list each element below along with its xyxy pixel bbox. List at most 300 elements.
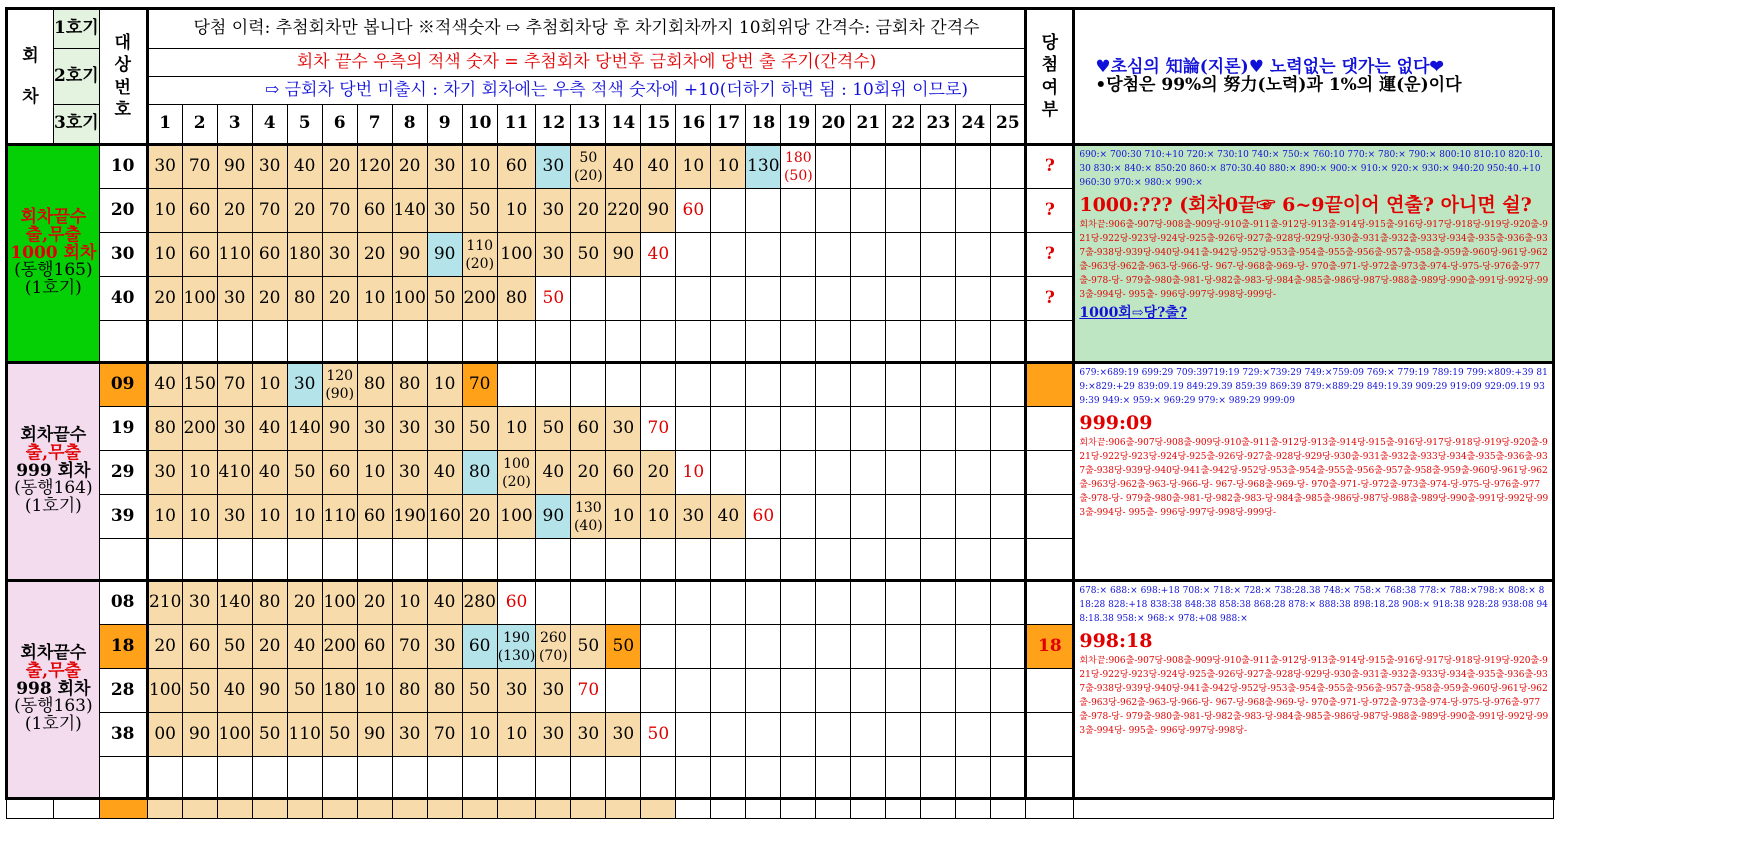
interval-value: 50 <box>433 287 456 308</box>
interval-cell <box>956 539 991 581</box>
interval-cell <box>606 713 641 757</box>
interval-cell <box>287 713 322 757</box>
interval-cell <box>711 757 746 799</box>
interval-value: 30 <box>505 679 528 700</box>
interval-cell <box>536 757 571 799</box>
interval-value: 100 <box>218 723 251 744</box>
interval-value: 200 <box>183 417 216 438</box>
interval-cell <box>147 451 182 495</box>
interval-cell <box>781 625 816 669</box>
interval-value: 50 <box>468 417 491 438</box>
interval-value: 70 <box>188 156 211 177</box>
target-number <box>99 757 147 799</box>
next-block-cell <box>921 799 956 819</box>
target-number: 38 <box>99 713 147 757</box>
interval-cell <box>182 277 217 321</box>
interval-cell <box>781 713 816 757</box>
interval-value: 200 <box>463 287 496 308</box>
interval-cell <box>252 495 287 539</box>
interval-cell <box>287 757 322 799</box>
column-header-11: 11 <box>497 105 536 145</box>
interval-cell <box>676 407 711 451</box>
interval-value: 100 <box>500 505 533 526</box>
interval-cell <box>606 669 641 713</box>
round-notes-2 <box>1074 581 1554 799</box>
interval-value: 20 <box>398 156 421 177</box>
interval-value: 10 <box>363 287 386 308</box>
interval-cell <box>147 495 182 539</box>
interval-cell <box>746 145 781 189</box>
interval-cell <box>781 669 816 713</box>
interval-cell <box>606 625 641 669</box>
column-header-15: 15 <box>641 105 676 145</box>
interval-cell <box>991 451 1026 495</box>
interval-value: 30 <box>542 156 565 177</box>
column-header-5: 5 <box>287 105 322 145</box>
motto-line-2: •당첨은 99%의 努力(노력)과 1%의 運(운)이다 <box>1095 74 1462 95</box>
interval-value: 10 <box>682 156 705 177</box>
interval-value: 10 <box>433 374 456 395</box>
interval-cell <box>571 495 606 539</box>
win-status-cell <box>1026 495 1074 539</box>
interval-cell <box>252 363 287 407</box>
interval-cell <box>816 145 851 189</box>
interval-cell <box>182 625 217 669</box>
interval-cell <box>287 451 322 495</box>
interval-cell <box>357 713 392 757</box>
lotto-analysis-table <box>5 7 1555 819</box>
win-status-cell: ? <box>1026 189 1074 233</box>
interval-cell <box>217 233 252 277</box>
interval-cell <box>462 539 497 581</box>
interval-value: 60 <box>468 635 491 656</box>
interval-cell <box>816 539 851 581</box>
interval-cell <box>462 363 497 407</box>
next-block-cell <box>54 799 100 819</box>
interval-cell <box>536 363 571 407</box>
interval-cell <box>571 625 606 669</box>
interval-cell <box>676 321 711 363</box>
ho-2-label: 2호기 <box>54 49 100 105</box>
interval-value: 10 <box>258 505 281 526</box>
interval-cell <box>536 189 571 233</box>
interval-cell <box>392 363 427 407</box>
interval-cell <box>606 581 641 625</box>
interval-cell <box>676 277 711 321</box>
interval-value: 20 <box>223 199 246 220</box>
interval-value: 30 <box>612 723 635 744</box>
interval-cell <box>886 189 921 233</box>
interval-cell <box>536 495 571 539</box>
column-header-14: 14 <box>606 105 641 145</box>
interval-value: 60 <box>612 461 635 482</box>
interval-cell <box>991 713 1026 757</box>
interval-value: 60 <box>363 505 386 526</box>
interval-cell <box>711 145 746 189</box>
interval-cell <box>816 363 851 407</box>
interval-cell <box>746 277 781 321</box>
interval-cell <box>462 581 497 625</box>
interval-cell <box>427 669 462 713</box>
target-number: 30 <box>99 233 147 277</box>
interval-cell <box>497 277 536 321</box>
interval-cell <box>497 757 536 799</box>
interval-cell <box>781 539 816 581</box>
target-number: 40 <box>99 277 147 321</box>
interval-cell <box>921 669 956 713</box>
interval-cell <box>711 669 746 713</box>
interval-cell <box>287 189 322 233</box>
interval-cell <box>462 451 497 495</box>
interval-value: 100 (20) <box>502 455 531 490</box>
interval-value: 70 <box>433 723 456 744</box>
next-block-cell <box>252 799 287 819</box>
interval-cell <box>991 495 1026 539</box>
interval-value: 190 (130) <box>497 629 536 664</box>
interval-cell <box>322 713 357 757</box>
interval-value: 260 (70) <box>538 629 568 664</box>
draw-sequence: 회차끝:906출-907당-908출-909당-910출-911출-912당-913출-914당-915출-916당-917당-918당-919당-920출-921당-922당-923당-924당-925출-926당-927출-928당-929당-930출-931출-932출-933당-934출-935출-936출-937출-938당-939당-940당-941출-942당-952당-953출-954출-955출-956출-957출-958출-959출-960당-961당-962출-963당-962출-963-당-966-당- 967-당-968출-969-당- 970출-971-당-972출-973출-974-당-975-당-976출-977출-978-당- 979출-980출-981-당-982출-983-당-984출-985출-986당-987당-988출-989당-990출-991당-992당-993출-994당- 995출- 996당-997당-998당-999당- <box>1079 220 1549 300</box>
interval-cell <box>462 669 497 713</box>
next-block-cell <box>462 799 497 819</box>
interval-cell <box>427 233 462 277</box>
interval-cell <box>641 277 676 321</box>
interval-value: 90 <box>542 505 565 526</box>
interval-value: 210 <box>148 592 182 613</box>
next-block-cell <box>746 799 781 819</box>
interval-value: 90 <box>398 243 421 264</box>
target-number: 28 <box>99 669 147 713</box>
interval-value: 60 <box>505 156 528 177</box>
interval-cell <box>462 713 497 757</box>
interval-value: 60 <box>752 505 775 526</box>
interval-cell <box>676 757 711 799</box>
interval-cell <box>956 189 991 233</box>
interval-value: 30 <box>363 417 386 438</box>
interval-cell <box>991 757 1026 799</box>
interval-cell <box>392 757 427 799</box>
interval-value: 280 <box>463 592 496 613</box>
column-header-8: 8 <box>392 105 427 145</box>
interval-value: 20 <box>258 635 281 656</box>
interval-value: 60 <box>363 199 386 220</box>
next-block-cell <box>851 799 886 819</box>
interval-cell <box>886 713 921 757</box>
interval-value: 30 <box>328 243 351 264</box>
interval-cell <box>921 757 956 799</box>
interval-value: 30 <box>154 461 176 482</box>
interval-cell <box>781 581 816 625</box>
interval-cell <box>956 581 991 625</box>
interval-cell <box>322 321 357 363</box>
interval-cell <box>606 757 641 799</box>
interval-value: 50 <box>293 679 316 700</box>
interval-value: 30 <box>223 505 246 526</box>
interval-cell <box>711 495 746 539</box>
round-notes-0 <box>1074 145 1554 363</box>
interval-cell <box>921 625 956 669</box>
interval-cell <box>991 669 1026 713</box>
interval-cell <box>536 713 571 757</box>
interval-cell <box>571 757 606 799</box>
interval-value: 40 <box>293 156 316 177</box>
interval-cell <box>886 277 921 321</box>
interval-cell <box>322 189 357 233</box>
interval-cell <box>956 757 991 799</box>
next-block-cell <box>497 799 536 819</box>
interval-cell <box>886 451 921 495</box>
win-status-cell: 18 <box>1026 625 1074 669</box>
round-title-line: 회차끝수 <box>20 642 87 663</box>
interval-value: 80 <box>154 417 176 438</box>
interval-cell <box>392 669 427 713</box>
interval-value: 30 <box>293 374 316 395</box>
interval-value: 60 <box>258 243 281 264</box>
interval-cell <box>392 713 427 757</box>
interval-cell <box>536 321 571 363</box>
interval-cell <box>217 581 252 625</box>
interval-value: 20 <box>577 199 600 220</box>
interval-value: 180 (50) <box>783 150 813 184</box>
column-header-2: 2 <box>182 105 217 145</box>
interval-value: 30 <box>577 723 600 744</box>
interval-value: 180 <box>288 243 321 264</box>
next-block-cell <box>1026 799 1074 819</box>
round-title-line: 회차끝수 <box>20 206 87 227</box>
interval-value: 10 <box>363 679 386 700</box>
interval-cell <box>252 757 287 799</box>
interval-value: 50 <box>293 461 316 482</box>
interval-cell <box>392 321 427 363</box>
interval-value: 200 <box>323 635 356 656</box>
interval-cell <box>781 495 816 539</box>
interval-value: 70 <box>258 199 281 220</box>
interval-cell <box>851 451 886 495</box>
win-status-cell <box>1026 321 1074 363</box>
interval-cell <box>392 539 427 581</box>
interval-cell <box>497 363 536 407</box>
column-header-10: 10 <box>462 105 497 145</box>
interval-cell <box>536 407 571 451</box>
interval-cell <box>252 669 287 713</box>
interval-cell <box>711 363 746 407</box>
interval-cell <box>427 451 462 495</box>
next-block-cell <box>427 799 462 819</box>
interval-cell <box>676 625 711 669</box>
interval-cell <box>497 145 536 189</box>
interval-cell <box>217 757 252 799</box>
next-block-cell <box>536 799 571 819</box>
interval-value: 100 <box>148 679 182 700</box>
interval-cell <box>991 625 1026 669</box>
interval-value: 220 <box>607 199 640 220</box>
interval-cell <box>851 757 886 799</box>
interval-cell <box>182 451 217 495</box>
miss-note: ⇨ 금회차 당번 미출시 : 차기 회차에는 우측 적색 숫자에 +10(더하기 하면 됨 : 10회위 이므로) <box>264 79 969 100</box>
interval-value: 40 <box>542 461 565 482</box>
next-block-cell <box>571 799 606 819</box>
next-block-cell <box>217 799 252 819</box>
interval-value: 30 <box>433 417 456 438</box>
interval-cell <box>781 451 816 495</box>
next-block-cell <box>357 799 392 819</box>
interval-cell <box>641 669 676 713</box>
interval-value: 10 <box>154 505 176 526</box>
interval-value: 90 <box>433 243 456 264</box>
history-line: 679:×689:19 699:29 709:39719:19 729:×739:29 749:×759:09 769:× 779:19 789:19 799:×809:+39 819:×829:+29 839:09.19 849:29.39 859:39 869:39 879:×889:29 849:19.39 909:29 919:09 929:09.19 939:39 949:× 959:× 969:29 979:× 989:29 999:09 <box>1079 368 1548 406</box>
interval-value: 20 <box>363 243 386 264</box>
interval-cell <box>252 321 287 363</box>
interval-value: 20 <box>577 461 600 482</box>
interval-cell <box>991 145 1026 189</box>
interval-cell <box>571 713 606 757</box>
interval-value: 10 <box>363 461 386 482</box>
interval-cell <box>956 495 991 539</box>
interval-cell <box>427 757 462 799</box>
interval-cell <box>711 233 746 277</box>
next-block-cell <box>606 799 641 819</box>
interval-cell <box>781 321 816 363</box>
column-header-12: 12 <box>536 105 571 145</box>
interval-cell <box>147 189 182 233</box>
interval-cell <box>497 669 536 713</box>
interval-cell <box>147 233 182 277</box>
interval-cell <box>851 321 886 363</box>
win-status-cell <box>1026 407 1074 451</box>
interval-cell <box>147 757 182 799</box>
interval-cell <box>427 189 462 233</box>
interval-cell <box>252 277 287 321</box>
interval-value: 40 <box>612 156 635 177</box>
interval-value: 50 <box>542 417 565 438</box>
interval-value: 80 <box>293 287 316 308</box>
column-header-18: 18 <box>746 105 781 145</box>
round-title-line: 출,무출 <box>25 442 81 463</box>
interval-value: 10 <box>505 199 528 220</box>
interval-cell <box>606 407 641 451</box>
interval-cell <box>676 451 711 495</box>
target-number: 18 <box>99 625 147 669</box>
target-number: 19 <box>99 407 147 451</box>
interval-cell <box>287 363 322 407</box>
interval-cell <box>676 363 711 407</box>
interval-value: 10 <box>468 156 491 177</box>
interval-cell <box>851 363 886 407</box>
interval-cell <box>886 145 921 189</box>
interval-cell <box>571 539 606 581</box>
target-number: 08 <box>99 581 147 625</box>
interval-value: 50 <box>612 635 635 656</box>
round-title-line: 회차끝수 <box>20 424 87 445</box>
interval-value: 50 <box>468 679 491 700</box>
interval-value: 80 <box>398 374 421 395</box>
interval-cell <box>711 277 746 321</box>
history-line: 678:× 688:× 698:+18 708:× 718:× 728:× 738:28.38 748:× 758:× 768:38 778:× 788:×798:× 808:× 818:28 828:+18 838:38 848:38 858:38 868:28 878:× 888:38 898:18.28 908:× 918:38 928:28 938:08 948:18.38 958:× 968:× 978:+08 988:× <box>1079 586 1548 624</box>
interval-cell <box>921 363 956 407</box>
interval-cell <box>287 581 322 625</box>
header-line-3 <box>147 77 1026 105</box>
interval-value: 70 <box>398 635 421 656</box>
interval-cell <box>252 539 287 581</box>
interval-cell <box>991 363 1026 407</box>
interval-cell <box>851 539 886 581</box>
next-block-cell <box>392 799 427 819</box>
column-header-4: 4 <box>252 105 287 145</box>
interval-cell <box>816 189 851 233</box>
interval-value: 50 <box>328 723 351 744</box>
interval-cell <box>392 145 427 189</box>
motto-line-1: ♥초심의 知論(지론)♥ 노력없는 댓가는 없다❤ <box>1095 56 1444 77</box>
interval-value: 30 <box>398 417 421 438</box>
interval-value: 50 <box>577 635 600 656</box>
interval-cell <box>746 321 781 363</box>
interval-cell <box>571 321 606 363</box>
highlight-result: 999:09 <box>1079 411 1153 434</box>
interval-cell <box>851 713 886 757</box>
interval-cell <box>322 539 357 581</box>
interval-value: 100 <box>183 287 216 308</box>
interval-value: 190 <box>393 505 426 526</box>
interval-cell <box>781 233 816 277</box>
interval-cell <box>497 495 536 539</box>
interval-cell <box>991 233 1026 277</box>
interval-cell <box>816 321 851 363</box>
interval-value: 40 <box>258 461 281 482</box>
interval-value: 00 <box>154 723 176 744</box>
interval-value: 140 <box>218 592 251 613</box>
interval-cell <box>641 625 676 669</box>
interval-cell <box>711 625 746 669</box>
interval-value: 30 <box>433 156 456 177</box>
interval-cell <box>182 713 217 757</box>
interval-value: 30 <box>542 199 565 220</box>
interval-cell <box>816 277 851 321</box>
interval-value: 50 <box>577 243 600 264</box>
interval-value: 40 <box>154 374 176 395</box>
interval-cell <box>357 277 392 321</box>
interval-cell <box>357 669 392 713</box>
interval-cell <box>816 757 851 799</box>
interval-cell <box>921 713 956 757</box>
interval-value: 30 <box>542 723 565 744</box>
interval-cell <box>287 145 322 189</box>
interval-cell <box>851 233 886 277</box>
interval-cell <box>991 321 1026 363</box>
interval-cell <box>427 363 462 407</box>
interval-cell <box>816 669 851 713</box>
interval-value: 110 (20) <box>465 237 495 272</box>
interval-cell <box>991 539 1026 581</box>
interval-value: 90 <box>363 723 386 744</box>
interval-value: 20 <box>647 461 670 482</box>
interval-cell <box>781 757 816 799</box>
interval-cell <box>711 451 746 495</box>
interval-value: 40 <box>647 243 670 264</box>
interval-value: 100 <box>323 592 356 613</box>
interval-value: 10 <box>647 505 670 526</box>
interval-cell <box>746 581 781 625</box>
interval-cell <box>217 145 252 189</box>
interval-cell <box>392 451 427 495</box>
history-line: 690:× 700:30 710:+10 720:× 730:10 740:× 750:× 760:10 770:× 780:× 790:× 800:10 810:10 820:10.30 830:× 840:× 850:20 860:× 870:30.40 880:× 890:× 900:× 910:× 920:× 930:× 940:20 950:40.+10 960:30 970:× 980:× 990:× <box>1079 150 1543 188</box>
interval-cell <box>746 713 781 757</box>
next-round-question: 1000회⇨당?출? <box>1079 304 1188 321</box>
highlight-result: 1000:??? (회차0끝☞ 6~9끝이어 연출? 아니면 쉴? <box>1079 193 1532 216</box>
interval-cell <box>991 277 1026 321</box>
interval-value: 50 <box>647 723 670 744</box>
interval-value: 40 <box>433 461 456 482</box>
interval-value: 20 <box>154 635 176 656</box>
